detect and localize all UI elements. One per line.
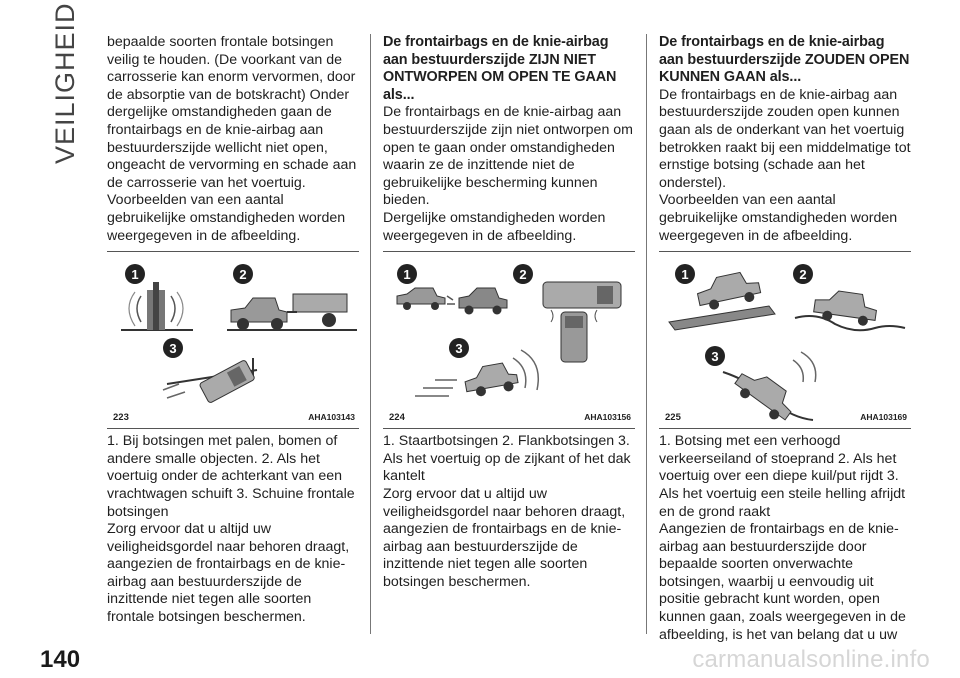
figure-caption: 1. Bij botsingen met palen, bomen of andere smalle objecten. 2. Als het voertuig onder de achterkant van een vrachtwagen schuift 3. Schuine frontale botsingen	[107, 433, 355, 520]
badge-2: 2	[799, 267, 807, 283]
badge-1: 1	[681, 267, 689, 283]
column-2	[383, 34, 635, 591]
illustration-underbody-collisions	[659, 252, 911, 428]
column-3	[659, 34, 911, 644]
badge-3: 3	[169, 341, 177, 357]
figure-number: 223	[113, 411, 129, 423]
badge-3: 3	[711, 349, 719, 365]
badge-2: 2	[519, 267, 527, 283]
paragraph: Voorbeelden van een aantal gebruikelijke omstandigheden worden weergegeven in de afbeelding.	[107, 192, 346, 244]
figure-223	[107, 251, 359, 429]
badge-3: 3	[455, 341, 463, 357]
figure-number: 225	[665, 411, 681, 423]
figure-caption: 1. Staartbotsingen 2. Flankbotsingen 3. Als het voertuig op de zijkant of het dak kantelt	[383, 433, 631, 485]
figure-224	[383, 251, 635, 429]
watermark-link[interactable]: carmanualsonline.info	[692, 646, 930, 673]
badge-2: 2	[239, 267, 247, 283]
figure-number: 224	[389, 411, 405, 423]
paragraph: Voorbeelden van een aantal gebruikelijke omstandigheden worden weergegeven in de afbeelding.	[659, 192, 898, 244]
figure-caption: 1. Botsing met een verhoogd verkeerseiland of stoeprand 2. Als het voertuig over een diepe kuil/put rijdt 3. Als het voertuig een steile helling afrijdt en de grond raakt	[659, 433, 906, 520]
paragraph: De frontairbags en de knie-airbag aan bestuurderszijde zouden open kunnen gaan als de onderkant van het voertuig betrokken raakt bij een middelmatige tot ernstige botsing (schade aan het onderstel).	[659, 86, 911, 191]
figure-code: AHA103156	[584, 411, 631, 422]
figure-225	[659, 251, 911, 429]
figure-code: AHA103143	[308, 411, 355, 422]
section-heading: De frontairbags en de knie-airbag aan bestuurderszijde ZIJN NIET ONTWORPEN OM OPEN TE GAAN als...	[383, 34, 617, 103]
badge-1: 1	[131, 267, 139, 283]
section-heading: De frontairbags en de knie-airbag aan bestuurderszijde ZOUDEN OPEN KUNNEN GAAN als...	[659, 34, 910, 86]
section-tab-label: VEILIGHEID	[50, 2, 80, 164]
illustration-frontal-collisions	[107, 252, 359, 428]
figure-code: AHA103169	[860, 411, 907, 422]
badge-1: 1	[403, 267, 411, 283]
column-1	[107, 34, 359, 627]
illustration-non-deploy-collisions	[383, 252, 635, 428]
column-divider	[646, 34, 647, 634]
paragraph: Aangezien de frontairbags en de knie-airbag aan bestuurderszijde door bepaalde soorten onverwachte botsingen, waarbij u eenvoudig uit positie gebracht kunt worden, open kunnen gaan, zoals weergegeven in de afbeelding, is het van belang dat u uw	[659, 521, 906, 643]
page-number: 140	[40, 646, 81, 673]
paragraph: Zorg ervoor dat u altijd uw veiligheidsgordel naar behoren draagt, aangezien de frontairbags en de knie-airbag aan bestuurderszijde de inzittende niet tegen alle soorten botsingen beschermen.	[383, 485, 626, 590]
section-tab	[40, 2, 90, 164]
paragraph: De frontairbags en de knie-airbag aan bestuurderszijde zijn niet ontworpen om open te gaan onder omstandigheden waarin ze de inzittende niet de gebruikelijke bescherming kunnen bieden.	[383, 104, 633, 209]
paragraph: Dergelijke omstandigheden worden weergegeven in de afbeelding.	[383, 209, 606, 244]
paragraph: Zorg ervoor dat u altijd uw veiligheidsgordel naar behoren draagt, aangezien de frontairbags en de knie-airbag aan bestuurderszijde de inzittende niet tegen alle soorten frontale botsingen beschermen.	[107, 521, 350, 626]
column-divider	[370, 34, 371, 634]
paragraph: bepaalde soorten frontale botsingen veilig te houden. (De voorkant van de carrosserie kan enorm vervormen, door de absorptie van de botskracht) Onder dergelijke omstandigheden gaan de frontairbags en de knie-airbag aan bestuurderszijde wellicht niet open, ongeacht de vervorming en schade aan de carrosserie van het voertuig.	[107, 34, 357, 191]
